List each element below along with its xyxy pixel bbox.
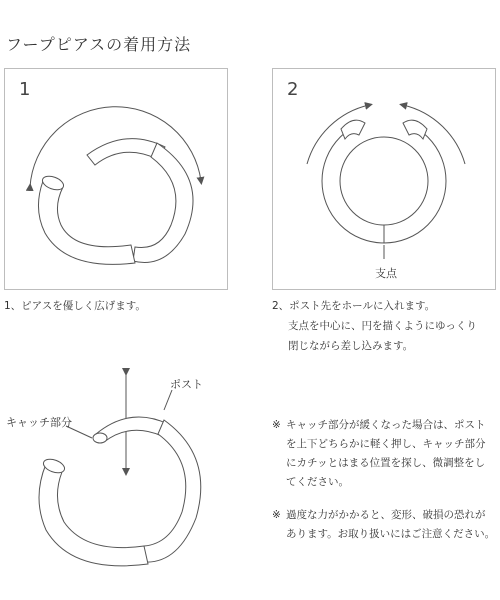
hoop-gap <box>359 114 411 136</box>
hoop-left-arc <box>38 181 135 264</box>
step2-panel <box>272 68 496 290</box>
note-1-line1: キャッチ部分が緩くなった場合は、ポスト <box>286 419 486 431</box>
fulcrum-label: 支点 <box>375 267 397 280</box>
step2-caption-line2: 支点を中心に、円を描くようにゆっくり <box>288 320 477 332</box>
hoop-left-arc-3 <box>39 464 148 566</box>
step1-diagram <box>5 69 229 291</box>
note-2-line2: あります。お取り扱いにはご注意ください。 <box>286 528 496 540</box>
post-tip <box>93 433 107 443</box>
step1-number: 1 <box>19 79 31 100</box>
step2-caption-line3: 閉じながら差し込みます。 <box>288 340 414 352</box>
note-1-line3: にカチッとはまる位置を探し、微調整をし <box>286 457 486 469</box>
note-1-line2: を上下どちらかに軽く押し、キャッチ部分 <box>286 438 486 450</box>
step2-number: 2 <box>287 79 299 100</box>
note-2-line1: 過度な力がかかると、変形、破損の恐れが <box>286 509 486 521</box>
catch-label: キャッチ部分 <box>6 416 72 429</box>
post-label: ポスト <box>170 378 203 391</box>
step1-panel <box>4 68 228 290</box>
step1-caption: 1、ピアスを優しく広げます。 <box>4 300 146 312</box>
note-1-mark: ※ <box>272 419 281 431</box>
catch-right-arc <box>144 420 201 562</box>
post-leader <box>164 390 172 410</box>
step2-diagram <box>273 69 497 291</box>
note-1-line4: てください。 <box>286 476 349 488</box>
note-2-mark: ※ <box>272 509 281 521</box>
hoop-inner <box>340 137 428 225</box>
page-title: フープピアスの着用方法 <box>6 35 192 54</box>
hoop-right-arc <box>133 143 193 262</box>
adjustment-figure <box>0 360 250 590</box>
adjustment-diagram <box>0 360 250 590</box>
step2-caption-line1: 2、ポスト先をホールに入れます。 <box>272 300 436 312</box>
